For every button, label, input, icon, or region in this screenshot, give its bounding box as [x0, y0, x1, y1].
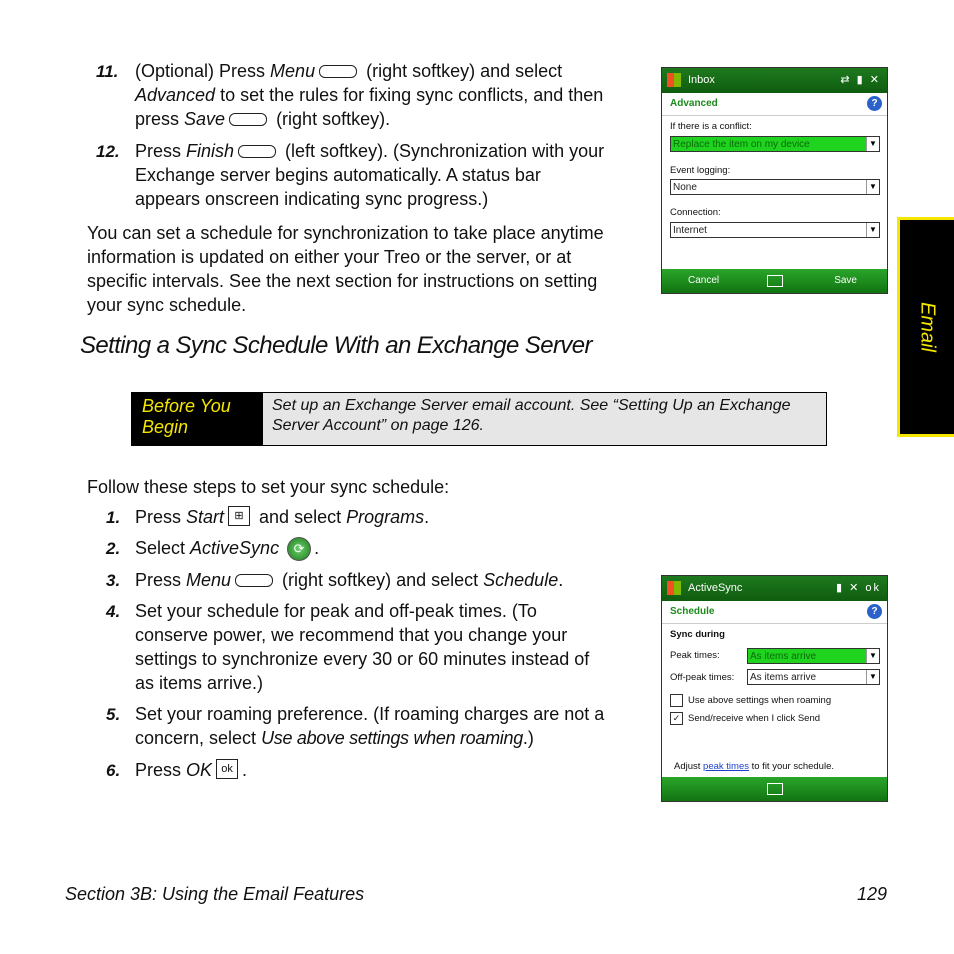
- inbox-advanced-screenshot: [661, 67, 888, 294]
- step-6-text: Press OK ok .: [135, 760, 248, 780]
- offpeak-times-dropdown[interactable]: As items arrive ▼: [747, 669, 880, 685]
- dropdown-arrow-icon: ▼: [866, 137, 879, 151]
- windows-logo-icon: [667, 581, 681, 595]
- dropdown-arrow-icon: ▼: [866, 223, 879, 237]
- section-heading: Setting a Sync Schedule With an Exchange Server: [80, 332, 592, 359]
- activesync-schedule-screenshot: [661, 575, 888, 802]
- offpeak-times-label: Off-peak times:: [670, 672, 735, 683]
- conflict-dropdown[interactable]: Replace the item on my device ▼: [670, 136, 880, 152]
- step-12-text: Press Finish (left softkey). (Synchronization with your Exchange server begins automatically. A status bar appears onscreen indicating sync progress.): [135, 141, 605, 209]
- intro-paragraph: You can set a schedule for synchronization to take place anytime information is updated on either your Treo or the server, or at specific intervals. See the next section for instructions on setting your sync schedule.: [87, 223, 604, 315]
- dropdown-arrow-icon: ▼: [866, 670, 879, 684]
- step-3-text: Press Menu (right softkey) and select Schedule.: [135, 570, 564, 590]
- field-label: If there is a conflict:: [670, 121, 752, 132]
- step-2-text: Select ActiveSync ⟳ .: [135, 536, 319, 561]
- windows-start-icon: ⊞: [228, 506, 250, 526]
- peak-times-label: Peak times:: [670, 650, 720, 661]
- softkey-icon: [235, 574, 273, 587]
- step-number: 11.: [96, 62, 119, 81]
- screen-section-bar: Schedule ?: [662, 601, 887, 624]
- roaming-checkbox[interactable]: [670, 694, 683, 707]
- step-number: 2.: [106, 539, 121, 558]
- before-you-begin-label: Before You Begin: [132, 393, 263, 445]
- send-receive-checkbox-label: Send/receive when I click Send: [688, 713, 821, 724]
- step-1-text: Press Start ⊞ and select Programs.: [135, 507, 430, 527]
- roaming-checkbox-label: Use above settings when roaming: [688, 695, 832, 706]
- cancel-softkey[interactable]: Cancel: [688, 275, 720, 286]
- before-you-begin-text: Set up an Exchange Server email account. See “Setting Up an Exchange Server Account” on page 126.: [263, 393, 826, 445]
- peak-times-dropdown[interactable]: As items arrive ▼: [747, 648, 880, 664]
- ok-key-icon: ok: [216, 759, 238, 779]
- side-tab-label: Email: [916, 301, 939, 353]
- check-icon: ✓: [672, 713, 681, 723]
- windows-logo-icon: [667, 73, 681, 87]
- field-label: Event logging:: [670, 165, 731, 176]
- dropdown-arrow-icon: ▼: [866, 649, 879, 663]
- peak-times-link[interactable]: peak times: [703, 761, 749, 772]
- side-tab-email: [897, 217, 954, 437]
- help-icon[interactable]: ?: [867, 604, 882, 619]
- adjust-text: Adjust peak times to fit your schedule.: [674, 761, 835, 772]
- screen-section-bar: Advanced ?: [662, 93, 887, 116]
- keyboard-icon[interactable]: [767, 275, 783, 287]
- page-number: 129: [857, 884, 888, 904]
- softkey-bar: [662, 269, 887, 293]
- step-number: 4.: [106, 602, 121, 621]
- screen-title-bar: Inbox ⇄ ▮ ✕: [662, 68, 887, 93]
- step-number: 6.: [106, 761, 121, 780]
- softkey-icon: [238, 145, 276, 158]
- screen-title-bar: ActiveSync ▮ ✕ ok: [662, 576, 887, 601]
- step-number: 5.: [106, 705, 121, 724]
- event-logging-dropdown[interactable]: None ▼: [670, 179, 880, 195]
- group-label: Sync during: [670, 629, 725, 640]
- step-5-text: Set your roaming preference. (If roaming charges are not a concern, select Use above settings when roaming.): [135, 704, 605, 748]
- keyboard-icon[interactable]: [767, 783, 783, 795]
- follow-text: Follow these steps to set your sync schedule:: [87, 477, 450, 497]
- field-label: Connection:: [670, 207, 721, 218]
- step-4-text: Set your schedule for peak and off-peak times. (To conserve power, we recommend that you change your settings to synchronize every 30 or 60 minutes instead of as items arrive.): [135, 601, 590, 693]
- dropdown-arrow-icon: ▼: [866, 180, 879, 194]
- send-receive-checkbox[interactable]: [670, 712, 683, 725]
- step-number: 3.: [106, 571, 121, 590]
- save-softkey[interactable]: Save: [834, 275, 857, 286]
- softkey-icon: [229, 113, 267, 126]
- status-icons: ▮ ✕ ok: [836, 582, 881, 594]
- step-11-text: (Optional) Press Menu (right softkey) and select Advanced to set the rules for fixing sync conflicts, and then press Save (right softkey).: [135, 61, 604, 129]
- step-number: 1.: [106, 508, 121, 527]
- footer-section: Section 3B: Using the Email Features: [65, 884, 365, 904]
- help-icon[interactable]: ?: [867, 96, 882, 111]
- step-number: 12.: [96, 142, 120, 161]
- softkey-bar: [662, 777, 887, 801]
- activesync-icon: ⟳: [287, 537, 311, 561]
- softkey-icon: [319, 65, 357, 78]
- connection-dropdown[interactable]: Internet ▼: [670, 222, 880, 238]
- status-icons: ⇄ ▮ ✕: [840, 74, 881, 86]
- before-you-begin-box: [131, 392, 827, 446]
